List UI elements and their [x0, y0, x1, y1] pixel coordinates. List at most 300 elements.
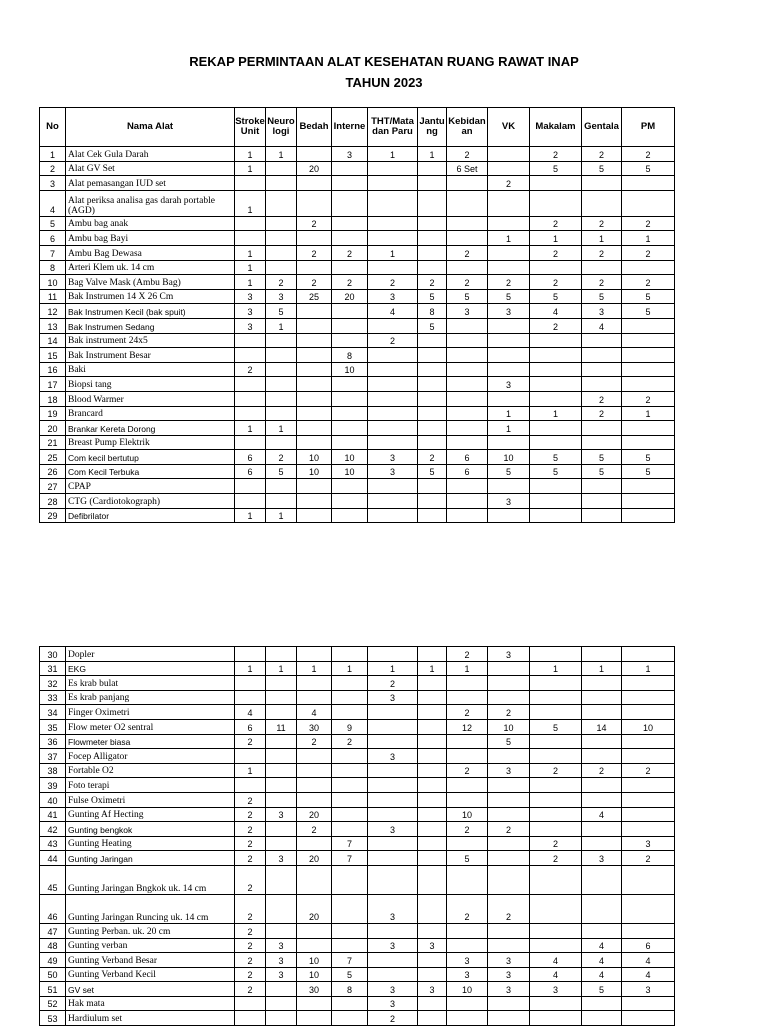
- cell-qty: [622, 894, 675, 923]
- cell-qty: 5: [488, 734, 530, 749]
- table-row: [40, 231, 675, 246]
- cell-qty: [582, 176, 622, 191]
- cell-qty: 2: [582, 147, 622, 162]
- cell-qty: [368, 967, 418, 982]
- cell-qty: [368, 377, 418, 392]
- cell-no: 8: [40, 260, 66, 275]
- cell-qty: [582, 894, 622, 923]
- cell-no: 20: [40, 421, 66, 436]
- cell-qty: 3: [418, 982, 447, 997]
- header-stroke-unit: Stroke Unit: [235, 108, 266, 147]
- cell-qty: [297, 318, 332, 333]
- cell-qty: 2: [368, 676, 418, 691]
- cell-qty: [447, 333, 488, 348]
- cell-qty: 3: [266, 953, 297, 968]
- table-row: [40, 304, 675, 319]
- cell-qty: [266, 333, 297, 348]
- table-row: [40, 362, 675, 377]
- cell-qty: 2: [447, 822, 488, 837]
- cell-qty: [488, 508, 530, 523]
- cell-qty: 6: [447, 464, 488, 479]
- cell-no: 17: [40, 377, 66, 392]
- cell-qty: [266, 216, 297, 231]
- cell-no: 40: [40, 792, 66, 807]
- cell-qty: 2: [447, 763, 488, 778]
- cell-qty: [488, 661, 530, 676]
- cell-qty: 4: [530, 304, 582, 319]
- cell-qty: [488, 318, 530, 333]
- cell-qty: [235, 391, 266, 406]
- cell-qty: 10: [488, 450, 530, 465]
- cell-qty: [418, 778, 447, 793]
- cell-no: 6: [40, 231, 66, 246]
- cell-qty: [488, 479, 530, 494]
- cell-qty: 3: [488, 982, 530, 997]
- cell-nama-alat: Com Kecil Terbuka: [66, 464, 235, 479]
- cell-qty: [332, 778, 368, 793]
- cell-qty: [418, 1011, 447, 1026]
- cell-qty: [418, 435, 447, 450]
- cell-qty: [488, 216, 530, 231]
- cell-qty: 2: [582, 245, 622, 260]
- cell-qty: [622, 807, 675, 822]
- cell-qty: [530, 377, 582, 392]
- cell-qty: [235, 676, 266, 691]
- cell-no: 18: [40, 391, 66, 406]
- cell-qty: [235, 690, 266, 705]
- cell-nama-alat: Hak mata: [66, 996, 235, 1011]
- table-row: [40, 749, 675, 764]
- cell-no: 35: [40, 719, 66, 734]
- cell-qty: [297, 923, 332, 938]
- cell-qty: [530, 734, 582, 749]
- cell-qty: [447, 494, 488, 509]
- cell-qty: 2: [235, 851, 266, 866]
- cell-qty: 1: [235, 260, 266, 275]
- cell-qty: [297, 676, 332, 691]
- cell-no: 27: [40, 479, 66, 494]
- cell-nama-alat: CPAP: [66, 479, 235, 494]
- cell-qty: [622, 676, 675, 691]
- table-row: [40, 421, 675, 436]
- cell-qty: 2: [235, 362, 266, 377]
- cell-nama-alat: Alat GV Set: [66, 161, 235, 176]
- cell-nama-alat: Dopler: [66, 647, 235, 662]
- cell-qty: [582, 348, 622, 363]
- cell-qty: 5: [622, 464, 675, 479]
- table-row: [40, 508, 675, 523]
- cell-qty: [332, 508, 368, 523]
- cell-qty: [368, 406, 418, 421]
- cell-qty: [297, 865, 332, 894]
- table-row: [40, 318, 675, 333]
- cell-qty: 3: [368, 690, 418, 705]
- cell-qty: [368, 705, 418, 720]
- cell-qty: [368, 391, 418, 406]
- cell-qty: [622, 822, 675, 837]
- cell-qty: [368, 190, 418, 216]
- table-header-row: [40, 108, 675, 147]
- cell-qty: 2: [266, 450, 297, 465]
- cell-qty: 2: [235, 894, 266, 923]
- cell-qty: 4: [622, 953, 675, 968]
- cell-qty: [266, 676, 297, 691]
- table-row: [40, 763, 675, 778]
- cell-qty: [266, 822, 297, 837]
- cell-qty: 1: [530, 231, 582, 246]
- cell-qty: [530, 938, 582, 953]
- table-row: [40, 647, 675, 662]
- cell-qty: [266, 176, 297, 191]
- cell-qty: [622, 176, 675, 191]
- table-row: [40, 245, 675, 260]
- cell-qty: [418, 719, 447, 734]
- cell-qty: 1: [235, 661, 266, 676]
- cell-qty: [297, 763, 332, 778]
- cell-qty: 5: [582, 450, 622, 465]
- cell-qty: 5: [266, 464, 297, 479]
- cell-qty: [488, 851, 530, 866]
- cell-qty: 3: [447, 967, 488, 982]
- cell-nama-alat: Blood Warmer: [66, 391, 235, 406]
- cell-no: 10: [40, 275, 66, 290]
- cell-qty: [332, 647, 368, 662]
- cell-qty: [297, 778, 332, 793]
- cell-nama-alat: Arteri Klem uk. 14 cm: [66, 260, 235, 275]
- cell-nama-alat: Foto terapi: [66, 778, 235, 793]
- cell-no: 16: [40, 362, 66, 377]
- cell-qty: [368, 421, 418, 436]
- cell-qty: [530, 676, 582, 691]
- cell-nama-alat: Gunting bengkok: [66, 822, 235, 837]
- cell-qty: [235, 348, 266, 363]
- cell-nama-alat: Breast Pump Elektrik: [66, 435, 235, 450]
- cell-nama-alat: Com kecil bertutup: [66, 450, 235, 465]
- cell-no: 26: [40, 464, 66, 479]
- cell-qty: [297, 348, 332, 363]
- cell-qty: [582, 479, 622, 494]
- cell-qty: 8: [332, 348, 368, 363]
- cell-qty: 3: [368, 938, 418, 953]
- cell-qty: 3: [368, 464, 418, 479]
- cell-qty: [530, 391, 582, 406]
- cell-qty: 2: [447, 275, 488, 290]
- cell-qty: 3: [368, 289, 418, 304]
- cell-nama-alat: Ambu bag Bayi: [66, 231, 235, 246]
- cell-qty: [368, 435, 418, 450]
- cell-qty: 5: [530, 450, 582, 465]
- cell-nama-alat: EKG: [66, 661, 235, 676]
- cell-qty: [488, 161, 530, 176]
- cell-no: 46: [40, 894, 66, 923]
- cell-nama-alat: Flow meter O2 sentral: [66, 719, 235, 734]
- cell-qty: [622, 348, 675, 363]
- table-row: [40, 464, 675, 479]
- cell-qty: 3: [488, 377, 530, 392]
- cell-nama-alat: Gunting Heating: [66, 836, 235, 851]
- cell-qty: 3: [488, 763, 530, 778]
- cell-qty: [530, 705, 582, 720]
- cell-qty: [297, 494, 332, 509]
- cell-qty: 5: [622, 304, 675, 319]
- cell-qty: [297, 260, 332, 275]
- cell-qty: 3: [368, 749, 418, 764]
- cell-qty: [368, 176, 418, 191]
- cell-qty: 4: [368, 304, 418, 319]
- cell-qty: [297, 421, 332, 436]
- cell-qty: [582, 734, 622, 749]
- cell-qty: [297, 1011, 332, 1026]
- cell-nama-alat: Gunting verban: [66, 938, 235, 953]
- cell-qty: 3: [235, 304, 266, 319]
- cell-qty: [297, 377, 332, 392]
- cell-nama-alat: Bak instrument 24x5: [66, 333, 235, 348]
- cell-qty: [582, 435, 622, 450]
- cell-qty: 5: [418, 289, 447, 304]
- cell-no: 50: [40, 967, 66, 982]
- cell-no: 29: [40, 508, 66, 523]
- cell-nama-alat: Gunting Jaringan Runcing uk. 14 cm: [66, 894, 235, 923]
- table-row: [40, 1011, 675, 1026]
- cell-qty: 3: [368, 450, 418, 465]
- cell-qty: [368, 494, 418, 509]
- cell-qty: [488, 690, 530, 705]
- cell-qty: 2: [488, 705, 530, 720]
- cell-qty: 30: [297, 719, 332, 734]
- cell-qty: 3: [582, 304, 622, 319]
- cell-qty: 4: [582, 967, 622, 982]
- table-row: [40, 406, 675, 421]
- cell-qty: [266, 435, 297, 450]
- cell-qty: 2: [622, 147, 675, 162]
- cell-qty: [530, 508, 582, 523]
- cell-qty: [622, 647, 675, 662]
- cell-nama-alat: GV set: [66, 982, 235, 997]
- cell-qty: 3: [266, 967, 297, 982]
- cell-qty: [418, 245, 447, 260]
- cell-qty: [418, 406, 447, 421]
- cell-nama-alat: Flowmeter biasa: [66, 734, 235, 749]
- cell-qty: 2: [297, 245, 332, 260]
- cell-qty: [582, 749, 622, 764]
- cell-qty: 3: [622, 836, 675, 851]
- cell-no: 33: [40, 690, 66, 705]
- cell-no: 43: [40, 836, 66, 851]
- cell-qty: [266, 161, 297, 176]
- table-row: [40, 260, 675, 275]
- cell-qty: 1: [488, 231, 530, 246]
- cell-qty: [582, 865, 622, 894]
- cell-qty: 2: [266, 275, 297, 290]
- cell-qty: [418, 967, 447, 982]
- cell-qty: 5: [418, 318, 447, 333]
- cell-qty: [622, 690, 675, 705]
- table-row: [40, 348, 675, 363]
- cell-qty: [622, 778, 675, 793]
- cell-qty: [530, 647, 582, 662]
- cell-qty: [418, 749, 447, 764]
- table-row: [40, 734, 675, 749]
- cell-qty: 3: [368, 996, 418, 1011]
- cell-qty: 5: [622, 289, 675, 304]
- cell-qty: [297, 231, 332, 246]
- cell-no: 52: [40, 996, 66, 1011]
- cell-qty: [332, 1011, 368, 1026]
- cell-qty: [297, 508, 332, 523]
- cell-qty: 20: [297, 851, 332, 866]
- cell-qty: [297, 362, 332, 377]
- cell-qty: [332, 705, 368, 720]
- cell-no: 31: [40, 661, 66, 676]
- cell-qty: 1: [582, 231, 622, 246]
- cell-no: 13: [40, 318, 66, 333]
- table-row: [40, 894, 675, 923]
- cell-qty: [235, 749, 266, 764]
- cell-qty: [332, 231, 368, 246]
- cell-qty: [266, 982, 297, 997]
- cell-qty: 4: [582, 953, 622, 968]
- cell-nama-alat: Bak Instrumen Kecil (bak spuit): [66, 304, 235, 319]
- cell-qty: [622, 435, 675, 450]
- cell-qty: 9: [332, 719, 368, 734]
- cell-qty: [332, 377, 368, 392]
- cell-qty: [622, 734, 675, 749]
- cell-qty: [368, 807, 418, 822]
- table-row: [40, 923, 675, 938]
- cell-qty: 4: [622, 967, 675, 982]
- cell-qty: 3: [488, 304, 530, 319]
- cell-qty: [418, 479, 447, 494]
- cell-qty: [332, 161, 368, 176]
- cell-qty: 5: [266, 304, 297, 319]
- cell-qty: 2: [530, 836, 582, 851]
- cell-qty: [622, 377, 675, 392]
- table-row: [40, 836, 675, 851]
- cell-qty: [297, 749, 332, 764]
- cell-qty: [447, 792, 488, 807]
- cell-nama-alat: Defibrilator: [66, 508, 235, 523]
- cell-nama-alat: Biopsi tang: [66, 377, 235, 392]
- cell-no: 41: [40, 807, 66, 822]
- cell-qty: [530, 348, 582, 363]
- cell-qty: [368, 953, 418, 968]
- cell-qty: 1: [332, 661, 368, 676]
- cell-qty: 1: [368, 661, 418, 676]
- cell-qty: 5: [622, 450, 675, 465]
- cell-qty: 2: [235, 865, 266, 894]
- cell-qty: [488, 333, 530, 348]
- cell-qty: 2: [235, 953, 266, 968]
- table-row: [40, 494, 675, 509]
- cell-qty: [418, 161, 447, 176]
- cell-qty: 2: [447, 147, 488, 162]
- cell-nama-alat: Gunting Jaringan Bngkok uk. 14 cm: [66, 865, 235, 894]
- cell-qty: [530, 822, 582, 837]
- cell-qty: [447, 377, 488, 392]
- cell-no: 49: [40, 953, 66, 968]
- cell-qty: [332, 391, 368, 406]
- header-interne: Interne: [332, 108, 368, 147]
- cell-qty: [488, 147, 530, 162]
- cell-qty: [297, 333, 332, 348]
- cell-no: 51: [40, 982, 66, 997]
- cell-qty: [368, 923, 418, 938]
- cell-qty: 3: [622, 982, 675, 997]
- cell-qty: [530, 1011, 582, 1026]
- cell-nama-alat: Brankar Kereta Dorong: [66, 421, 235, 436]
- cell-qty: [447, 676, 488, 691]
- cell-qty: [332, 176, 368, 191]
- cell-qty: 3: [418, 938, 447, 953]
- cell-qty: [447, 348, 488, 363]
- cell-qty: [266, 894, 297, 923]
- cell-qty: [488, 996, 530, 1011]
- cell-qty: [368, 362, 418, 377]
- cell-qty: [418, 851, 447, 866]
- cell-qty: 2: [582, 763, 622, 778]
- cell-qty: [297, 836, 332, 851]
- header-tht-mata-paru: THT/Mata dan Paru: [368, 108, 418, 147]
- cell-qty: [368, 719, 418, 734]
- cell-qty: [530, 260, 582, 275]
- cell-qty: [418, 894, 447, 923]
- cell-qty: 5: [447, 851, 488, 866]
- cell-qty: [622, 190, 675, 216]
- cell-nama-alat: Fortable O2: [66, 763, 235, 778]
- cell-nama-alat: Ambu Bag Dewasa: [66, 245, 235, 260]
- cell-no: 25: [40, 450, 66, 465]
- table-row: [40, 778, 675, 793]
- cell-qty: 2: [488, 822, 530, 837]
- table-row: [40, 792, 675, 807]
- table-row: [40, 190, 675, 216]
- cell-qty: [488, 676, 530, 691]
- cell-qty: [447, 996, 488, 1011]
- cell-no: 47: [40, 923, 66, 938]
- cell-qty: 1: [368, 147, 418, 162]
- cell-nama-alat: Alat pemasangan IUD set: [66, 176, 235, 191]
- cell-qty: [582, 260, 622, 275]
- cell-qty: 2: [530, 763, 582, 778]
- cell-qty: [447, 362, 488, 377]
- equipment-table-page2: [39, 646, 675, 1026]
- cell-qty: 4: [582, 938, 622, 953]
- equipment-table-page1: [39, 107, 675, 523]
- cell-qty: [266, 749, 297, 764]
- cell-qty: [297, 479, 332, 494]
- cell-qty: [488, 938, 530, 953]
- cell-qty: [582, 333, 622, 348]
- cell-no: 45: [40, 865, 66, 894]
- cell-qty: [266, 245, 297, 260]
- cell-no: 48: [40, 938, 66, 953]
- cell-qty: [622, 705, 675, 720]
- cell-qty: [332, 479, 368, 494]
- cell-qty: [418, 705, 447, 720]
- cell-qty: 3: [266, 938, 297, 953]
- cell-qty: [266, 734, 297, 749]
- cell-qty: [488, 749, 530, 764]
- cell-qty: [582, 836, 622, 851]
- cell-no: 44: [40, 851, 66, 866]
- cell-qty: [235, 1011, 266, 1026]
- cell-qty: 1: [297, 661, 332, 676]
- cell-qty: [266, 923, 297, 938]
- cell-qty: [418, 690, 447, 705]
- cell-qty: [297, 647, 332, 662]
- cell-qty: [332, 996, 368, 1011]
- cell-qty: 2: [332, 734, 368, 749]
